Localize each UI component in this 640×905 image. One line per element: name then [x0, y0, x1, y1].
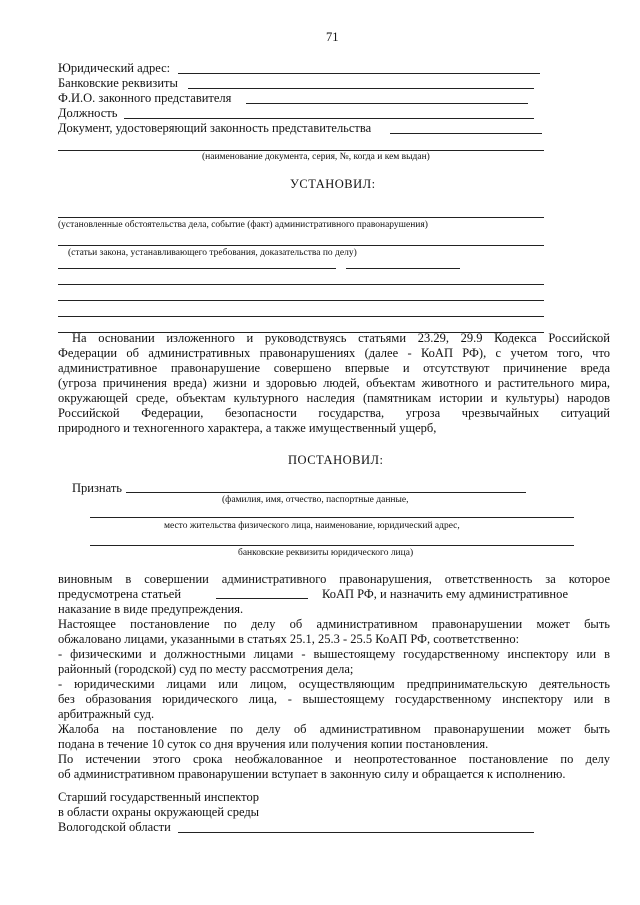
law-line[interactable]: [58, 245, 544, 246]
person-caption: (фамилия, имя, отчество, паспортные данные,: [222, 495, 409, 505]
bank-details-line[interactable]: [188, 88, 534, 89]
established-heading: УСТАНОВИЛ:: [290, 177, 376, 191]
legal-address-label: Юридический адрес:: [58, 61, 171, 75]
verdict-line-1: виновным в совершении административного правонарушения, ответственность за которое: [58, 572, 610, 586]
appeal-line: - юридическими лицами или лицом, осуществляющим предпринимательскую деятельность: [58, 677, 610, 691]
signature-line[interactable]: [178, 832, 534, 833]
appeal-line: без образования юридического лица, - вышестоящему государственному инспектору или в: [58, 692, 610, 706]
page-number: 71: [326, 30, 339, 44]
bank-details-person-line[interactable]: [90, 545, 574, 546]
recognize-line[interactable]: [126, 492, 526, 493]
basis-line: административное правонарушение совершено впервые и отсутствуют причинение вреда: [58, 361, 610, 375]
basis-line: окружающей среде, объектам культурного наследия (памятникам истории и культуры) народов: [58, 391, 610, 405]
verdict-line-3: наказание в виде предупреждения.: [58, 602, 244, 616]
blank-line-1a[interactable]: [58, 268, 336, 269]
basis-line: Федерации об административных правонарушениях (далее - КоАП РФ), с учетом того, что: [58, 346, 610, 360]
appeal-line: Настоящее постановление по делу об административном правонарушении может быть: [58, 617, 610, 631]
appeal-section: [58, 617, 610, 782]
appeal-line: Жалоба на постановление по делу об административном правонарушении может быть: [58, 722, 610, 736]
representative-name-line[interactable]: [246, 103, 528, 104]
appeal-line: обжаловано лицами, указанными в статьях 25.1, 25.3 - 25.5 КоАП РФ, соответственно:: [58, 632, 520, 646]
resolved-heading: ПОСТАНОВИЛ:: [288, 453, 384, 467]
appeal-line: подана в течение 10 суток со дня вручения или получения копии постановления.: [58, 737, 489, 751]
article-number-line[interactable]: [216, 598, 308, 599]
appeal-line: - физическими и должностными лицами - вышестоящему государственному инспектору или в: [58, 647, 610, 661]
representation-document-label: Документ, удостоверяющий законность представительства: [58, 121, 372, 135]
residence-caption: место жительства физического лица, наименование, юридический адрес,: [164, 521, 460, 531]
bank-caption: банковские реквизиты юридического лица): [238, 548, 414, 558]
bank-details-label: Банковские реквизиты: [58, 76, 178, 90]
circumstances-line[interactable]: [58, 217, 544, 218]
position-label: Должность: [58, 106, 118, 120]
blank-line-1b[interactable]: [346, 268, 460, 269]
representative-name-label: Ф.И.О. законного представителя: [58, 91, 232, 105]
position-line[interactable]: [124, 118, 534, 119]
signature-title-2: в области охраны окружающей среды: [58, 805, 260, 819]
law-caption: (статьи закона, устанавливающего требования, доказательства по делу): [68, 248, 357, 258]
document-caption: (наименование документа, серия, №, когда и кем выдан): [202, 152, 430, 162]
appeal-line: об административном правонарушении вступает в законную силу и обращается к исполнению.: [58, 767, 566, 781]
legal-address-line[interactable]: [178, 73, 540, 74]
appeal-line: районный (городской) суд по месту рассмотрения дела;: [58, 662, 354, 676]
circumstances-caption: (установленные обстоятельства дела, событие (факт) административного правонарушения): [58, 220, 428, 230]
signature-title-3: Вологодской области: [58, 820, 171, 834]
appeal-line: По истечении этого срока необжалованное и неопротестованное постановление по делу: [58, 752, 610, 766]
blank-line-2[interactable]: [58, 284, 544, 285]
basis-line: Российской Федерации, безопасности государства, угроза чрезвычайных ситуаций: [58, 406, 610, 420]
blank-line-4[interactable]: [58, 316, 544, 317]
signature-title-1: Старший государственный инспектор: [58, 790, 259, 804]
residence-line[interactable]: [90, 517, 574, 518]
basis-line: (угроза причинения вреда) жизни и здоровью людей, объектам животного и растительного мира,: [58, 376, 610, 390]
representation-document-line[interactable]: [390, 133, 542, 134]
basis-line: природного и техногенного характера, а также имущественный ущерб,: [58, 421, 437, 435]
appeal-line: арбитражный суд.: [58, 707, 155, 721]
verdict-article-tail: КоАП РФ, и назначить ему административное: [322, 587, 569, 601]
basis-line: На основании изложенного и руководствуясь статьями 23.29, 29.9 Кодекса Российской: [72, 331, 610, 345]
recognize-label: Признать: [72, 481, 122, 495]
verdict-article-label: предусмотрена статьей: [58, 587, 182, 601]
blank-line-3[interactable]: [58, 300, 544, 301]
basis-paragraph: [58, 331, 610, 436]
